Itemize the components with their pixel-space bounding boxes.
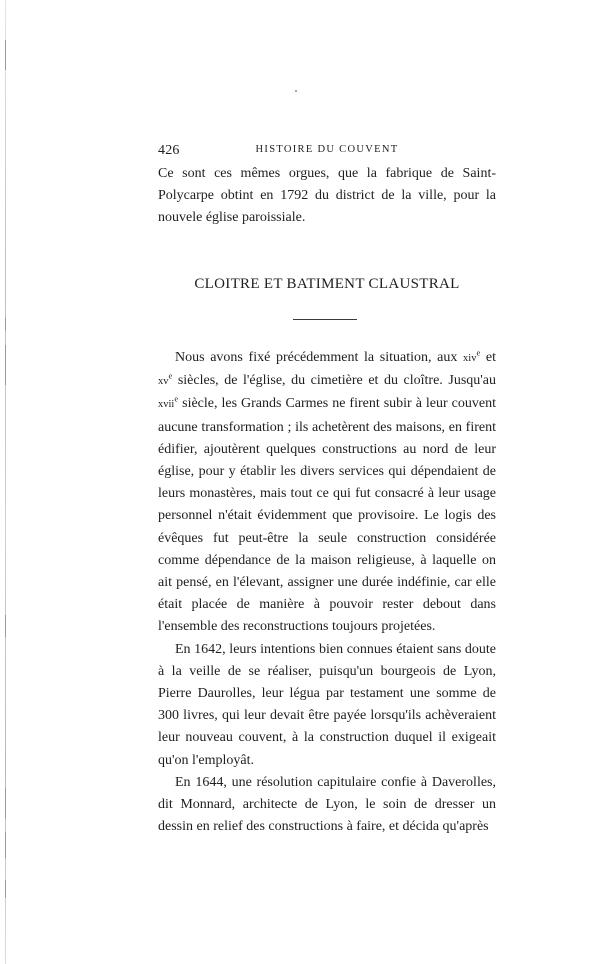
ink-speck xyxy=(295,90,297,92)
page-number: 426 xyxy=(158,143,180,158)
paragraph-2: En 1642, leurs intentions bien connues étaient sans doute à la veille de se réaliser, puisqu'un bourgeois de Lyon, Pierre Daurolles, leur légua par testament une somme de 300 livres, qui leur devait être payée lorsqu'ils achèveraient leur nouveau couvent, à la construction duquel il exigeait qu'on l'employât. xyxy=(158,641,496,768)
superscript: e xyxy=(174,393,179,404)
text-run: Nous avons fixé précédemment la situation, aux xyxy=(175,350,464,365)
page-binding-edge xyxy=(5,0,6,964)
edge-mark xyxy=(5,345,6,385)
section-divider xyxy=(293,319,357,320)
edge-mark xyxy=(5,318,6,330)
century-numeral: xvii xyxy=(158,399,175,411)
century-numeral: xiv xyxy=(463,353,477,364)
edge-mark xyxy=(5,788,6,818)
text-run: siècles, de l'église, du cimetière et du cloître. Jusqu'au xyxy=(172,373,496,389)
superscript: e xyxy=(168,370,173,381)
running-head xyxy=(158,143,496,163)
edge-mark xyxy=(5,615,6,637)
paragraph-3: En 1644, une résolution capitulaire confie à Daverolles, dit Monnard, architecte de Lyon, le soin de dresser un dessin en relief des constructions à faire, et décida qu'après xyxy=(158,774,496,835)
edge-mark xyxy=(5,880,6,898)
edge-mark xyxy=(5,40,6,70)
opening-paragraph: Ce sont ces mêmes orgues, que la fabrique de Saint-Polycarpe obtint en 1792 du district de la ville, pour la nouvele église paroissiale. xyxy=(158,166,496,226)
text-run: siècle, les Grands Carmes ne firent subir à leur couvent aucune transformation ; ils achetèrent des maisons, en firent édifier, ajoutèrent quelques constructions au nord de leur église, pour y établir les divers services qui dépendaient de leurs monastères, mais tout ce qui fut consacré à leur usage personnel n'était évidemment que provisoire. Le logis des évêques fut peut-être la seule construction considérée comme dépendance de la maison religieuse, à laquelle on ait pensé, en l'élevant, assigner une durée indéfinie, car elle était placée de manière à pouvoir rester debout dans l'ensemble des reconstructions toujours projetées. xyxy=(158,396,496,635)
running-head-title: HISTOIRE DU COUVENT xyxy=(255,144,399,155)
section-heading: CLOITRE ET BATIMENT CLAUSTRAL xyxy=(194,276,460,292)
century-numeral: xv xyxy=(158,376,169,388)
body-text xyxy=(158,347,496,838)
opening-paragraph-block xyxy=(158,163,496,230)
edge-mark xyxy=(5,832,6,858)
superscript: e xyxy=(476,347,481,358)
paragraph-1 xyxy=(158,347,496,639)
text-run: et xyxy=(480,350,496,365)
